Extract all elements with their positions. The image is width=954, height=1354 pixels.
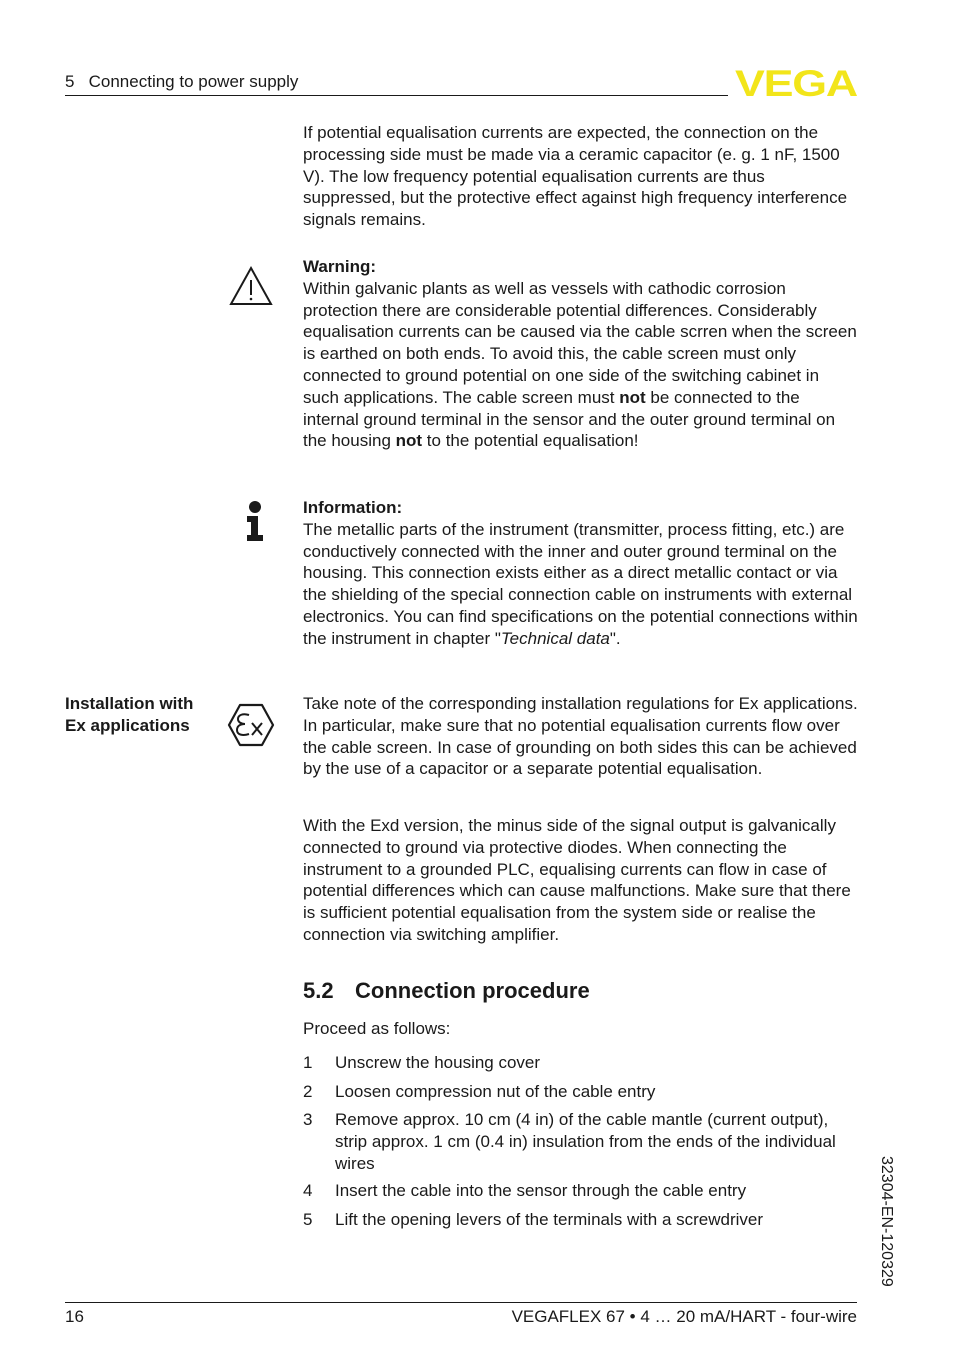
intro-paragraph [303, 122, 859, 231]
vega-logo-text: VEGA [735, 66, 858, 100]
header-rule [65, 95, 728, 96]
warning-text-part: Within galvanic plants as well as vessels with cathodic corrosion protection there are considerable potential differences. Considerably equalisation currents can be caused via the cable scrren when the screen is earthed on both ends. To avoid this, the cable screen must only connected to ground potential on one side of the switching cabinet in such applications. The cable screen must [303, 278, 857, 407]
info-icon [244, 500, 266, 547]
section-number: 5.2 [303, 978, 334, 1003]
procedure-lead [303, 1018, 859, 1040]
ex-text-2: With the Exd version, the minus side of the signal output is galvanically connected to ground via protective diodes. When connecting the instrument to a grounded PLC, equalising currents can flow in case of potential differences which can cause malfunctions. Make sure that there is sufficient potential equalisation from the system side or realise the connection via switching amplifier. [303, 816, 851, 944]
margin-label-line: Installation with [65, 694, 194, 713]
list-item [303, 1081, 859, 1103]
list-item [303, 1209, 859, 1231]
vega-logo [735, 66, 859, 105]
step-text: Insert the cable into the sensor through the cable entry [335, 1181, 747, 1200]
page-number: 16 [65, 1307, 84, 1326]
warning-text-part: to the potential equalisation! [422, 431, 639, 451]
information-heading: Information: [303, 498, 403, 517]
warning-heading: Warning: [303, 257, 377, 276]
step-number: 3 [303, 1110, 313, 1129]
warning-bold-not: not [619, 387, 646, 407]
document-code: 32304-EN-120329 [878, 1156, 895, 1287]
list-item [303, 1180, 859, 1202]
information-text-part: ". [609, 628, 621, 648]
list-item [303, 1052, 859, 1074]
step-text: Loosen compression nut of the cable entry [335, 1082, 656, 1101]
warning-block [303, 256, 859, 452]
margin-label-line: Ex applications [65, 716, 190, 735]
ex-hexagon-icon [227, 703, 275, 752]
step-text: Lift the opening levers of the terminals with a screwdriver [335, 1210, 764, 1229]
step-number: 5 [303, 1210, 313, 1229]
intro-text: If potential equalisation currents are expected, the connection on the processing side must be made via a ceramic capacitor (e. g. 1 nF, 1500 V). The low frequency potential equalisation currents are thus suppressed, but the protective effect against high frequency interference signals remains. [303, 123, 848, 230]
list-item [303, 1109, 859, 1174]
ex-paragraph-1 [303, 693, 859, 780]
section-header: 5 Connecting to power supply [65, 72, 299, 91]
margin-label-ex [65, 693, 215, 737]
ex-text-1: Take note of the corresponding installation regulations for Ex applications. In particular, make sure that no potential equalisation currents flow over the cable screen. In case of grounding on both sides this can be achieved by the use of a capacitor or a separate potential equalisation. [303, 694, 858, 779]
step-number: 1 [303, 1053, 313, 1072]
step-text: Unscrew the housing cover [335, 1053, 541, 1072]
ex-paragraph-2 [303, 815, 859, 946]
vega-logo-graphic [735, 66, 859, 100]
footer-document-title: VEGAFLEX 67 • 4 … 20 mA/HART - four-wire [511, 1307, 857, 1326]
information-text-part: The metallic parts of the instrument (transmitter, process fitting, etc.) are conductively connected with the inner and outer ground terminal on the housing. This connection exists either as a direct metallic contact or via the shielding of the special connection cable on instruments with external electronics. You can find specifications on the potential connections within the instrument in chapter " [303, 519, 858, 648]
procedure-steps [303, 1052, 859, 1232]
step-number: 2 [303, 1082, 313, 1101]
warning-bold-not: not [395, 431, 423, 451]
section-title: Connection procedure [355, 978, 590, 1003]
warning-triangle-icon [228, 265, 274, 312]
section-heading [303, 978, 590, 1004]
information-block [303, 497, 859, 650]
warning-text-part: be connected to the internal ground terminal in the sensor and the outer ground terminal on the housing [303, 387, 836, 451]
footer-rule [65, 1302, 857, 1303]
procedure-lead-text: Proceed as follows: [303, 1019, 451, 1038]
warning-text [303, 278, 859, 452]
step-number: 4 [303, 1181, 313, 1200]
step-text: Remove approx. 10 cm (4 in) of the cable mantle (current output), strip approx. 1 cm (0.4 in) insulation from the ends of the individual wires [335, 1110, 836, 1173]
information-text [303, 519, 859, 650]
information-italic-ref: Technical data [500, 628, 610, 648]
